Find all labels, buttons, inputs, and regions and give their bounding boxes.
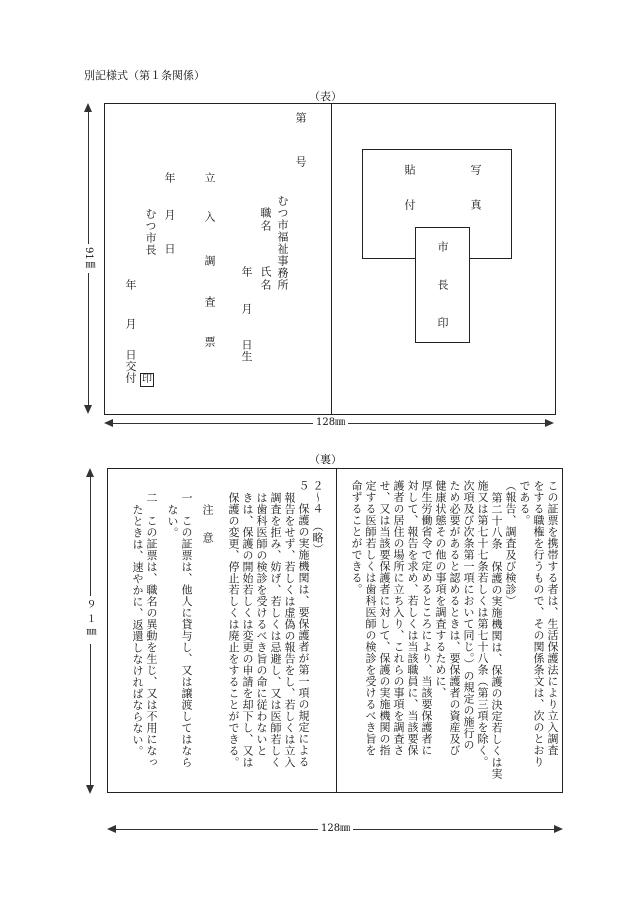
doc-title-char-1: 立 — [203, 172, 216, 183]
photo-char-ha: 貼 — [403, 164, 416, 175]
holder-name-label: 氏名 — [259, 266, 272, 292]
back-text-column: きは、保護の開始若しくは変更の申請を却下し、又は — [241, 492, 254, 768]
birth-year: 年 — [240, 266, 253, 277]
certificate-number-dai: 第 — [294, 112, 307, 123]
back-width-arrow-left — [107, 825, 116, 833]
front-width-label: 128㎜ — [313, 418, 348, 428]
back-text-column: 定する医師若しくは歯科医師の検診を受けるべき旨を — [364, 480, 377, 756]
back-text-column: は歯科医師の検診を受けるべき旨の命に従わないと — [255, 492, 268, 757]
back-text-column: 次項及び次条第一項において同じ。）の規定の施行の — [462, 480, 475, 751]
back-height-arrow-top — [86, 468, 94, 477]
issue-day: 日 — [163, 243, 176, 254]
issue-year: 年 — [163, 172, 176, 183]
back-text-column: ない。 — [166, 504, 179, 539]
back-height-label: ９１㎜ — [84, 596, 94, 644]
back-text-column: ２～４ （略） — [311, 480, 324, 555]
doc-title-char-4: 査 — [203, 296, 216, 307]
back-text-column: 命ずることができる。 — [350, 480, 363, 595]
back-text-column: 報告をせず、若しくは虚偽の報告をし、若しくは立入 — [283, 492, 296, 768]
issuer-seal-mark: 印 — [142, 374, 152, 385]
back-text-column: 施又は第七十七条若しくは第七十八条（第三項を除く。 — [476, 480, 489, 768]
photo-char-shin: 真 — [469, 199, 482, 210]
mayor-seal-char-3: 印 — [436, 317, 449, 328]
back-width-label: 128㎜ — [318, 824, 353, 834]
front-side-label: （表） — [309, 90, 342, 103]
certificate-number-go: 号 — [294, 156, 307, 167]
back-text-column: 第二十八条 保護の実施機関は、保護の決定若しくは実 — [490, 492, 503, 780]
job-title-label: 職名 — [259, 207, 272, 233]
back-text-column: この証票を携帯する者は、生活保護法により立入調査 — [546, 480, 559, 756]
front-width-arrow-right — [545, 419, 554, 427]
back-text-column: をする職権を行うもので、その関係条文は、次のとおり — [532, 480, 545, 768]
back-text-column: ため必要があると認めるときは、要保護者の資産及び — [448, 480, 461, 756]
front-height-label: 91㎜ — [83, 244, 93, 273]
issuer-office: むつ市福祉事務所 — [276, 195, 289, 291]
back-text-column: 護者の居住の場所に立ち入り、これらの事項を調査さ — [392, 480, 405, 756]
form-title: 別記様式（第１条関係） — [84, 69, 205, 82]
back-notice-heading: 注 意 — [201, 504, 214, 546]
doc-title-char-5: 票 — [203, 336, 216, 347]
birth-month: 月 — [240, 303, 253, 314]
mayor-seal-char-1: 市 — [436, 241, 449, 252]
back-text-column: 対して、報告を求め、若しくは当該職員に、当該要保 — [406, 480, 419, 756]
issued-day: 日交付 — [124, 349, 137, 384]
back-height-arrow-bottom — [86, 785, 94, 794]
doc-title-char-2: 入 — [203, 211, 216, 222]
back-text-column: 調査を拒み、妨げ、若しくは忌避し、又は医師若しく — [269, 492, 282, 768]
mayor-seal-char-2: 長 — [436, 279, 449, 290]
mayor-title: むつ市長 — [144, 208, 157, 256]
issued-month: 月 — [124, 318, 137, 329]
front-card-fold-line — [331, 103, 332, 415]
doc-title-char-3: 調 — [203, 255, 216, 266]
back-text-column: たときは、速やかに、返還しなければならない。 — [131, 504, 144, 757]
back-text-column: 厚生労働省令で定めるところにより、当該要保護者に — [420, 480, 433, 756]
front-width-arrow-left — [104, 419, 113, 427]
photo-char-sha: 写 — [469, 164, 482, 175]
front-height-arrow-bottom — [84, 405, 92, 414]
back-text-column: ５ 保護の実施機関は、要保護者が第一項の規定による — [297, 480, 310, 768]
issued-year: 年 — [124, 279, 137, 290]
back-text-column: せ、又は当該要保護者に対して、保護の実施機関の指 — [378, 480, 391, 756]
back-text-column: 一 この証票は、他人に貸与し、又は譲渡してはなら — [180, 492, 193, 768]
photo-char-tsuke: 付 — [403, 199, 416, 210]
back-text-column: 二 この証票は、職名の異動を生じ、又は不用になっ — [145, 492, 158, 768]
back-text-column: （報告、調査及び検診） — [504, 480, 517, 607]
back-width-arrow-right — [554, 825, 563, 833]
birth-day: 日生 — [240, 339, 253, 362]
back-side-label: （裏） — [309, 453, 342, 466]
back-text-column: である。 — [518, 480, 531, 526]
back-card-fold-line — [336, 468, 337, 793]
back-text-column: 保護の変更、停止若しくは廃止をすることができる。 — [227, 492, 240, 768]
back-text-column: 健康状態その他の事項を調査するために、 — [434, 480, 447, 699]
issue-month: 月 — [163, 209, 176, 220]
front-height-arrow-top — [84, 103, 92, 112]
